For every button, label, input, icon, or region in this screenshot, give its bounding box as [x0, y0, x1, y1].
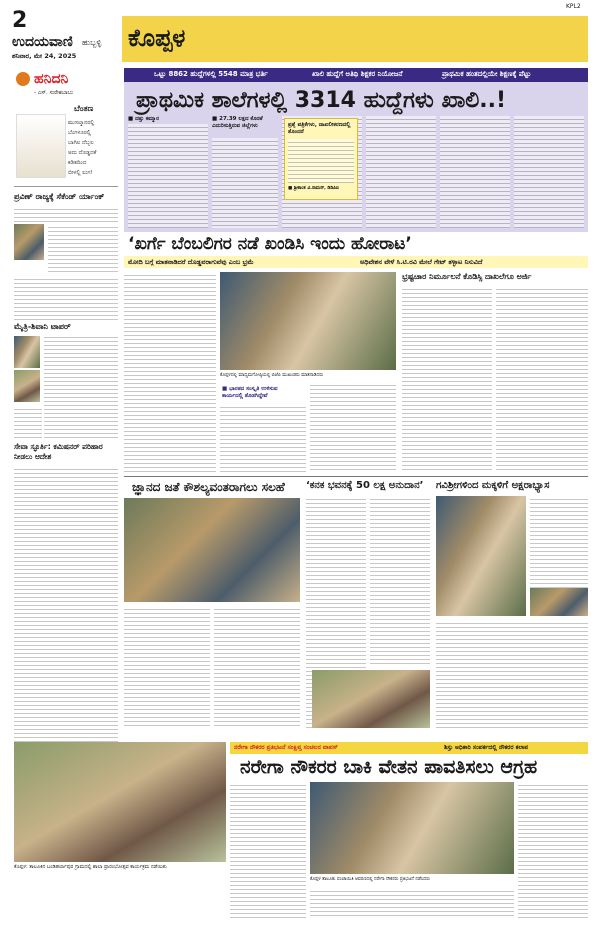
lead-body	[440, 116, 510, 228]
lead-body	[128, 124, 208, 228]
protest-body	[124, 272, 216, 472]
protest-body	[220, 404, 306, 472]
protest-body	[310, 382, 396, 472]
page-code: KPL2	[566, 3, 581, 10]
protest-photo	[310, 782, 514, 874]
banner-item: ಶಿಸ್ತು ಅಧಿಕಾರಿ ಸಂಪರ್ಕದಲ್ಲಿ ನೌಕರರ ಕಲಾಪ	[444, 744, 529, 751]
bottom-body	[310, 888, 514, 918]
protest-photo-caption: ಕೊಪ್ಪಳ ತಾಲೂಕು ಪಂಚಾಯಿತಿ ಆವರಣದಲ್ಲಿ ನರೇಗಾ ನೌಕರರು ಪ್ರತಿಭಟನೆ ನಡೆಸಿದರು	[310, 877, 431, 882]
story-body	[370, 496, 430, 664]
corruption-headline: ಭ್ರಷ್ಟಚಾರ ನಿರ್ಮೂಲನೆ ಕೊಡಿಸ್ಸಿ ದಾಖಲೆಗೂ ಅರ್ಜಿ	[402, 272, 532, 281]
event-photo-caption: ಕೊಪ್ಪಳ: ತಾಲೂಕಿನ ಬಂಡಿಹರ್ಲಾಪುರ ಗ್ರಾಮದಲ್ಲಿ ಶಾಲಾ ಪ್ರಾರಂಭೋತ್ಸವ ಕಾರ್ಯಕ್ರಮ ನಡೆಯಿತು	[14, 864, 167, 870]
lead-story	[124, 82, 588, 232]
protest-photo	[220, 272, 396, 370]
story-body	[14, 406, 42, 438]
poem-line: ಮುಸಲ್ಮಾನರಲ್ಲಿ	[68, 120, 95, 126]
story-photo	[436, 496, 526, 616]
story-body	[48, 224, 118, 274]
protest-subhead-bar	[124, 256, 588, 268]
story-headline: ‘ಕನಕ ಭವನಕ್ಕೆ 50 ಲಕ್ಷ ಅನುದಾನ’	[306, 480, 424, 491]
poem-line: ಬೆಂಗಳೂರಲ್ಲಿ	[68, 130, 91, 136]
story-headline: ಪ್ರವಿಣ್ ರಾಜ್ಯಕ್ಕೆ ಸೆಕೆಂಡ್ ರ್ಯಾಂಕ್	[14, 192, 105, 201]
poem-illustration	[16, 114, 66, 178]
divider	[14, 186, 118, 187]
quote-byline: ■ ಶ್ರೀಕಾಂತ ವಿ.ರಾಮನ್, ಡಿಡಿಪಿಐ	[288, 186, 339, 191]
student-photo	[14, 336, 40, 368]
sidebar-brand: ಹನಿದನಿ	[34, 71, 69, 87]
story-body	[14, 276, 118, 320]
story-body	[124, 606, 210, 728]
banner-item: ಖಾಲಿ ಹುದ್ದೆಗೆ ಅತಿಥಿ ಶಿಕ್ಷಕರ ನಿಯೋಜನೆ	[312, 70, 403, 78]
page-number: 2	[12, 8, 28, 33]
lead-box: ■ 27.39 ಲಕ್ಷದ ಕೊರತೆ ಎದುರಿಸುತ್ತಿರುವ ಜಿಲ್ಲೆಗಳು	[212, 116, 263, 129]
protest-pull-quote: ■ ಭಾರತದ ಸಂಸ್ಕೃತಿ ಉಳಿಸುವ ಕಾರ್ಯದಲ್ಲಿ ತೊಡಗಿದ್ದೇವೆ	[222, 386, 278, 399]
bottom-body	[230, 782, 306, 918]
poem-line: ಬೀಳಲ್ಲಿ ಲುಗ!	[68, 170, 93, 176]
masthead	[0, 0, 600, 68]
banner-item: ಒಟ್ಟು 8862 ಹುದ್ದೆಗಳಲ್ಲಿ 5548 ಮಾತ್ರ ಭರ್ತಿ	[154, 70, 268, 78]
story-photo	[124, 498, 300, 602]
date-line: ಶನಿವಾರ, ಮೇ 24, 2025	[12, 52, 77, 60]
quote-head: ಪ್ರಶ್ನೆ ಪತ್ರಿಕೆಗಳು, ದಾಖಲೀಕರಣದಲ್ಲಿ ತೊಂದರೆ	[288, 122, 351, 135]
story-body	[44, 334, 118, 438]
lead-body	[514, 116, 584, 228]
story-photo	[312, 670, 430, 728]
student-photo	[14, 224, 44, 260]
poem-line: ಕಡಿತದಿಂದ	[68, 160, 87, 166]
banner-item: ಪ್ರಾಥಮಿಕ ಹಂತದಲ್ಲಿಯೇ ಶಿಕ್ಷಣಕ್ಕೆ ಪೆಟ್ಟು	[442, 70, 531, 78]
event-photo	[14, 742, 226, 862]
corruption-body	[402, 286, 492, 472]
lead-body	[366, 116, 436, 228]
top-banner	[124, 68, 588, 82]
protest-headline: ‘ಖರ್ಗೆ ಬೆಂಬಲಿಗರ ನಡೆ ಖಂಡಿಸಿ ಇಂದು ಹೋರಾಟ’	[128, 234, 412, 254]
subhead-left: ಮೋದಿ ಬಗ್ಗೆ ಮಾತನಾಡಿದರೆ ದೊಡ್ಡವರಾಗುವೆವು ಎಂಬ ಭ್ರಮೆ	[128, 258, 254, 266]
story-body	[214, 606, 300, 728]
sidebar-author: - ಎಸ್. ಸುರೇಶಬಾಬು	[34, 90, 74, 96]
student-photo	[14, 370, 40, 402]
lead-byline: ■ ದತ್ತು ಕಮ್ಮಾರ	[128, 116, 160, 122]
edition-tag: ಹುಬ್ಬಳ್ಳಿ	[82, 38, 102, 47]
divider	[124, 476, 588, 477]
corruption-body	[496, 286, 588, 472]
poem-line: ಬಾಗಿಲ ದೆಬ್ಬಲ	[68, 140, 94, 146]
lead-quote-box	[284, 118, 358, 200]
bottom-headline: ನರೇಗಾ ನೌಕರರ ಬಾಕಿ ವೇತನ ಪಾವತಿಸಲು ಆಗ್ರಹ	[240, 756, 538, 778]
bottom-body	[518, 782, 588, 918]
quote-body	[288, 139, 354, 183]
subhead-right: ಅಧಿವೇಶನ ವೇಳೆ ಸಿ.ಟಿ.ರವಿ ಮೇಲೆ ಗೇಟ್ ತಳ್ಳಾಟ ನಿಸುವಿದೆ	[360, 258, 483, 266]
story-headline: ಮೈತ್ರಿ-ಶಿವಾನಿ ಟಾಪರ್	[14, 322, 71, 331]
poem-body	[68, 118, 118, 178]
story-headline: ಗವಿಶ್ರೀಗಳಿಂದ ಮಕ್ಕಳಿಗೆ ಅಕ್ಷರಾಭ್ಯಾಸ	[436, 480, 550, 491]
story-body	[436, 620, 588, 728]
banner-item: ನರೇಗಾ ನೌಕರರ ಪ್ರತಿಭಟನೆ ಸಂಕ್ಷಿಪ್ತ ಸಂಚಲನ ವಾಪಸ್	[234, 744, 338, 751]
bottom-banner	[230, 742, 588, 754]
section-header	[122, 16, 588, 62]
story-body	[14, 206, 118, 224]
lead-body	[212, 138, 278, 228]
poem-line: ಅದು ದೊಡ್ಡದಕೆ	[68, 150, 97, 156]
story-headline: ಸೇವಾ ಸ್ಫೂರ್ತಿ: ಕಮಿಷನರ್ ಪರಿಹಾರ ನೀಡಲು ಆದೇಶ	[14, 442, 103, 461]
story-photo	[530, 588, 588, 616]
section-title: ಕೊಪ್ಪಳ	[128, 24, 186, 52]
poem-title: ಬೆಂತಣ	[74, 104, 94, 113]
protest-photo-caption: ಕೊಪ್ಪಳದಲ್ಲಿ ಮಾಧ್ಯಮಗೋಷ್ಠಿಯಲ್ಲಿ ಬಿಜೆಪಿ ಮುಖಂಡರು ಮಾತನಾಡಿದರು	[220, 373, 324, 378]
lead-headline: ಪ್ರಾಥಮಿಕ ಶಾಲೆಗಳಲ್ಲಿ 3314 ಹುದ್ದೆಗಳು ಖಾಲಿ..!	[136, 88, 507, 113]
story-headline: ಜ್ಞಾನದ ಜತೆ ಕೌಶಲ್ಯವಂತರಾಗಲು ಸಲಹೆ	[132, 480, 285, 494]
brand-logo-icon	[16, 72, 30, 86]
paper-name: ಉದಯವಾಣಿ	[12, 34, 73, 50]
